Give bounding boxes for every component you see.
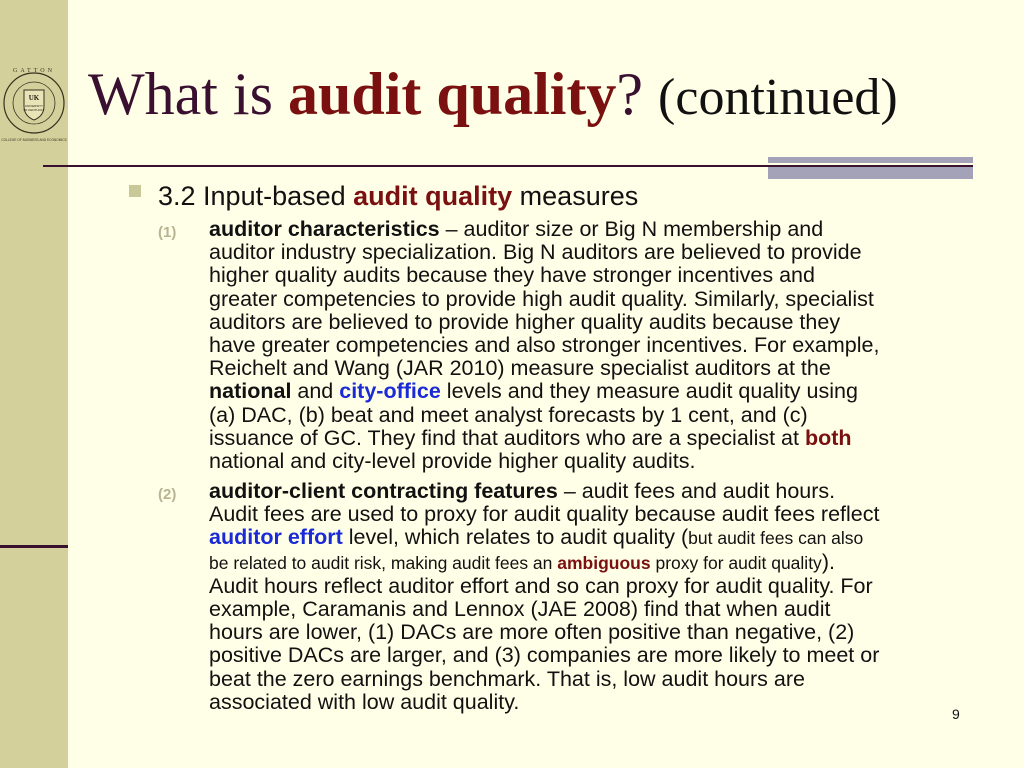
slide-title: What is audit quality? (continued) [88,61,898,127]
bullet-square-icon [129,185,141,197]
item-2-text: auditor-client contracting features – audit fees and audit hours. Audit fees are used to proxy for audit quality because audit fees reflect auditor effort level, which relates to audit quality (but audit fees can also be related to audit risk, making audit fees an ambiguous proxy for audit quality). Audit hours reflect auditor effort and so can proxy for audit quality. For example, Caramanis and Lennox (JAE 2008) find that when audit hours are lower, (1) DACs are more often positive than negative, (2) positive DACs are larger, and (3) companies are more likely to meet or beat the zero earnings benchmark. That is, low audit hours are associated with low audit quality. [209,479,880,714]
decorative-bar [768,167,973,179]
svg-text:UNIVERSITY: UNIVERSITY [24,104,44,108]
svg-text:UK: UK [28,94,40,102]
sidebar-divider [0,545,68,548]
item-number-2: (2) [158,486,177,503]
svg-text:COLLEGE OF BUSINESS AND ECONOM: COLLEGE OF BUSINESS AND ECONOMICS [1,138,67,142]
page-number: 9 [952,706,960,722]
svg-text:GATTON: GATTON [13,68,55,74]
item-1-text: auditor characteristics – auditor size or Big N membership and auditor industry specialization. Big N auditors are believed to provide higher quality audits because they have stronger incentives and greater competencies to provide high audit quality. Similarly, specialist auditors are believed to provide higher quality audits because they have greater competencies and also stronger incentives. For example, Reichelt and Wang (JAR 2010) measure specialist auditors at the national and city-office levels and they measure audit quality using (a) DAC, (b) beat and meet analyst forecasts by 1 cent, and (c) issuance of GC. They find that auditors who are a specialist at both national and city-level provide higher quality audits. [209,217,880,474]
college-seal-logo [0,58,68,148]
decorative-bar [768,157,973,163]
section-heading: 3.2 Input-based audit quality measures [158,181,639,211]
item-number-1: (1) [158,224,177,241]
svg-text:OF KENTUCKY: OF KENTUCKY [23,108,45,112]
